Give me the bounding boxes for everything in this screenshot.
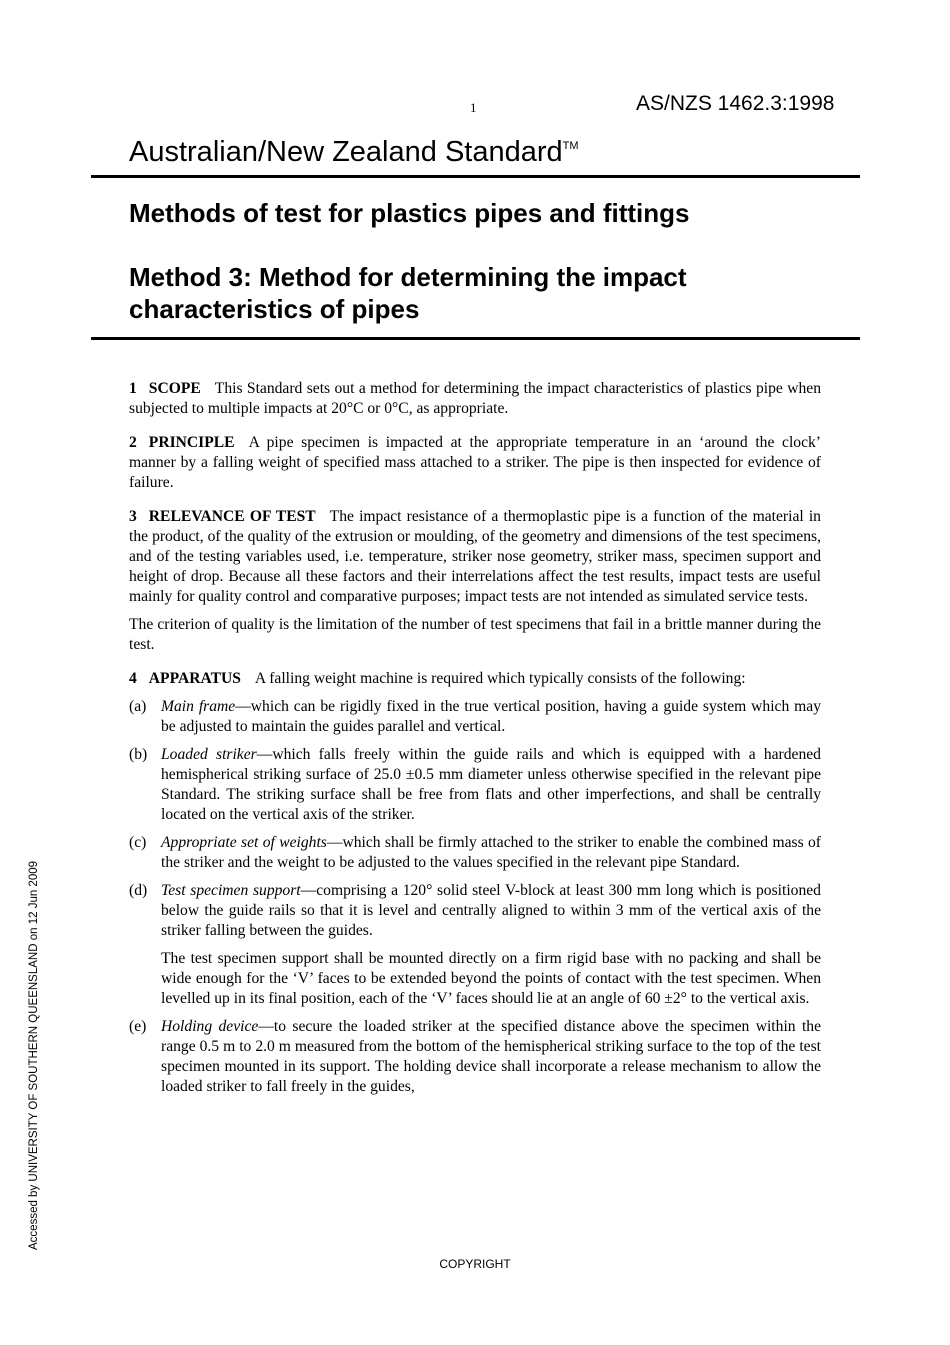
item-term: Appropriate set of weights [161, 834, 327, 851]
item-description: —which shall be firmly attached to the striker to enable the combined mass of the striker and the weight to be adjusted to the values specified in the relevant pipe Standard. [161, 834, 821, 871]
item-label: (a) [129, 698, 147, 715]
item-term: Holding device [161, 1018, 259, 1035]
item-description: —to secure the loaded striker at the specified distance above the specimen within the range 0.5 m to 2.0 m measured from the bottom of the hemispherical striking surface to the top of the test specimen mounted in its support. The holding device shall incorporate a release mechanism to allow the loaded striker to fall freely in the guides, [161, 1018, 821, 1095]
item-text [161, 833, 821, 873]
item-term: Test specimen support [161, 882, 301, 899]
section-number: 3 [129, 508, 137, 525]
item-label: (b) [129, 746, 148, 763]
apparatus-item-e [129, 1017, 821, 1097]
item-term: Main frame [161, 698, 236, 715]
apparatus-item-a [129, 697, 821, 737]
item-label: (c) [129, 834, 147, 851]
standard-brand [129, 136, 579, 169]
section-number: 2 [129, 434, 137, 451]
item-text [161, 881, 821, 941]
item-description: —which can be rigidly fixed in the true vertical position, having a guide system which may be adjusted to maintain the guides parallel and vertical. [161, 698, 821, 735]
trademark-symbol: TM [562, 140, 579, 152]
apparatus-item-d [129, 881, 821, 1009]
section-heading: PRINCIPLE [148, 434, 235, 451]
access-watermark: Accessed by UNIVERSITY OF SOUTHERN QUEENSLAND on 12 Jun 2009 [28, 860, 40, 1250]
apparatus-item-c [129, 833, 821, 873]
section-principle [129, 433, 821, 493]
copyright-footer: COPYRIGHT [439, 1257, 511, 1271]
item-term: Loaded striker [161, 746, 257, 763]
relevance-paragraph-2: The criterion of quality is the limitation of the number of test specimens that fail in a brittle manner during the test. [129, 616, 821, 653]
section-apparatus [129, 669, 821, 689]
standard-code: AS/NZS 1462.3:1998 [636, 92, 835, 115]
item-label: (d) [129, 882, 148, 899]
section-text: This Standard sets out a method for determining the impact characteristics of plastics pipe when subjected to multiple impacts at 20°C or 0°C, as appropriate. [129, 380, 821, 417]
item-text [161, 745, 821, 825]
section-heading: APPARATUS [148, 670, 241, 687]
item-label: (e) [129, 1018, 147, 1035]
section-heading: SCOPE [148, 380, 201, 397]
method-title: Method 3: Method for determining the impact characteristics of pipes [129, 262, 687, 324]
section-relevance [129, 507, 821, 607]
item-description: —comprising a 120° solid steel V-block at least 300 mm long which is positioned below the guide rails so that it is level and centrally aligned to within 3 mm of the vertical axis of the striker falling between the guides. [161, 882, 821, 939]
page-number: 1 [470, 100, 477, 115]
section-text: A pipe specimen is impacted at the appropriate temperature in an ‘around the clock’ manner by a falling weight of specified mass attached to a striker. The pipe is then inspected for evidence of failure. [129, 434, 821, 491]
top-rule [91, 175, 860, 178]
section-number: 1 [129, 380, 137, 397]
section-heading: RELEVANCE OF TEST [148, 508, 316, 525]
section-scope [129, 379, 821, 419]
section-text: The impact resistance of a thermoplastic pipe is a function of the material in the product, of the quality of the extrusion or moulding, of the geometry and dimensions of the test specimens, and of the testing variables used, i.e. temperature, striker nose geometry, striker mass, specimen support and height of drop. Because all these factors and their interrelations affect the test results, impact tests are useful mainly for quality control and comparative purposes; impact tests are not intended as simulated service tests. [129, 508, 821, 605]
document-body [129, 379, 821, 1105]
section-number: 4 [129, 670, 137, 687]
item-paragraph-2: The test specimen support shall be mounted directly on a firm rigid base with no packing and shall be wide enough for the ‘V’ faces to be extended beyond the points of contact with the test specimen. When levelled up in its final position, each of the ‘V’ faces should lie at an angle of 60 ±2° to the vertical axis. [161, 950, 821, 1007]
item-description: —which falls freely within the guide rails and which is equipped with a hardened hemispherical striking surface of 25.0 ±0.5 mm diameter unless otherwise specified in the relevant pipe Standard. The striking surface shall be free from flats and other imperfections, and shall be centrally located on the vertical axis of the striker. [161, 746, 821, 823]
apparatus-item-b [129, 745, 821, 825]
section-text: A falling weight machine is required which typically consists of the following: [254, 670, 746, 687]
item-text [161, 1017, 821, 1097]
brand-text: Australian/New Zealand Standard [129, 136, 563, 168]
document-title: Methods of test for plastics pipes and fittings [129, 198, 690, 228]
item-text [161, 697, 821, 737]
bottom-rule [91, 337, 860, 340]
